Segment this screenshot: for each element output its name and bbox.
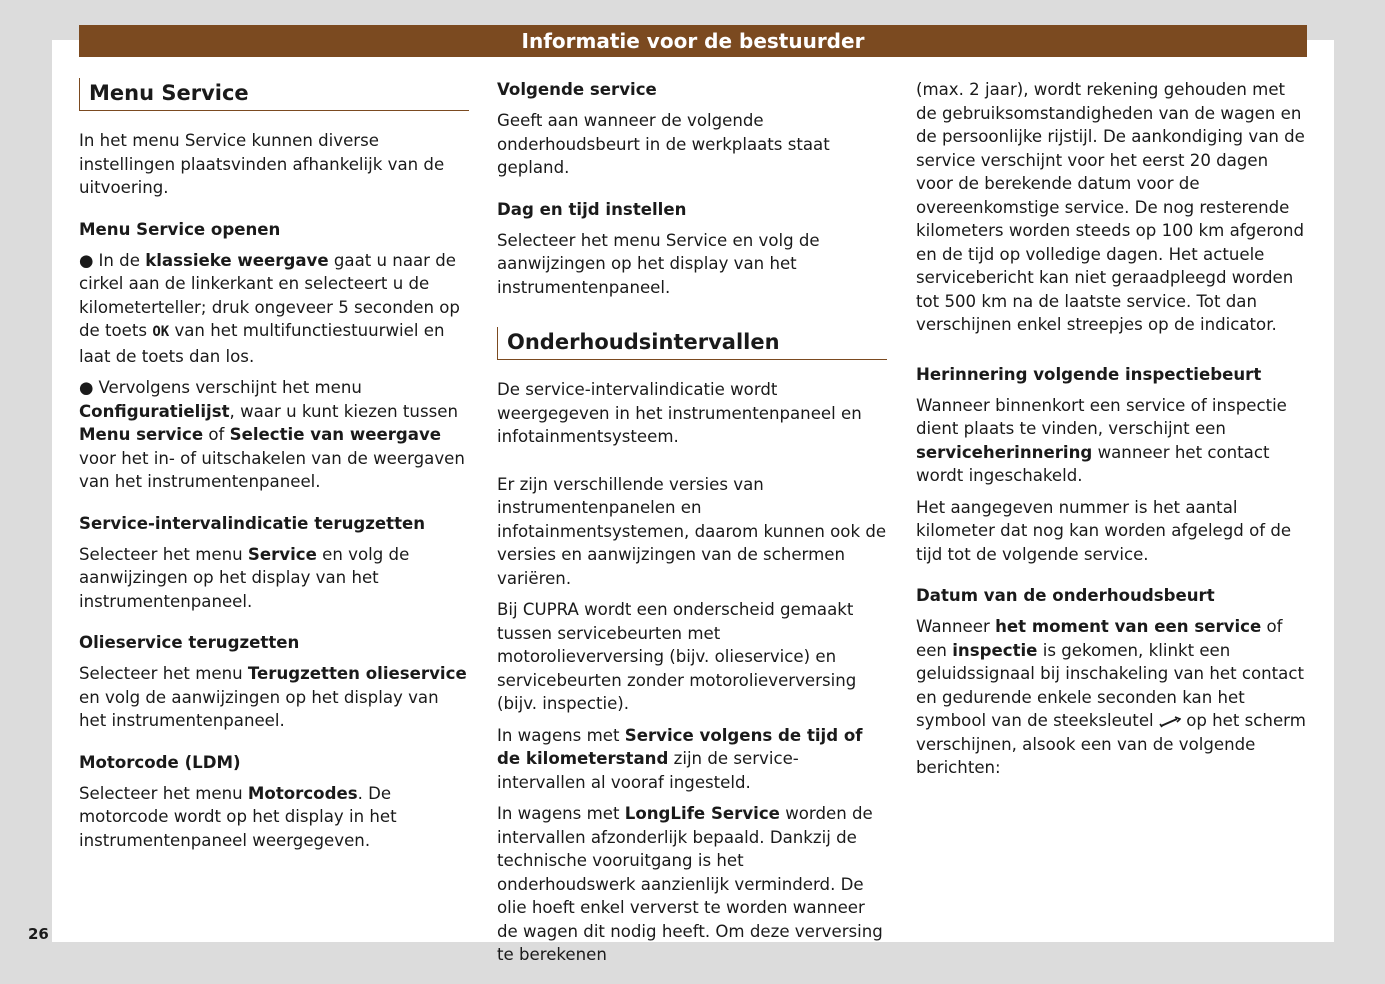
wrench-icon	[1159, 716, 1181, 728]
bullet-item-2: ● Vervolgens verschijnt het menu Configuratielijst, waar u kunt kiezen tussen Menu service of Selectie van weergave voor het in- of uitschakelen van de weergaven van het instrumentenpaneel.	[79, 378, 465, 491]
heading-service-date: Datum van de onderhoudsbeurt	[916, 586, 1215, 605]
column-3	[916, 78, 1306, 788]
paragraph-interval-2: Er zijn verschillende versies van instrumentenpanelen en infotainmentsystemen, daarom kunnen ook de versies en aanwijzingen van de schermen variëren.	[497, 474, 887, 588]
ok-key-icon: OK	[152, 324, 170, 340]
heading-inspection-reminder: Herinnering volgende inspectiebeurt	[916, 364, 1262, 384]
heading-next-service: Volgende service	[497, 80, 657, 99]
paragraph-service-date: Wanneer het moment van een service of een inspectie is gekomen, klinkt een geluidssignaal bij inschakeling van het contact en gedurende enkele seconden kan het symbool van de steeksleutel op het scherm verschijnen, alsook een van de volgende berichten:	[916, 617, 1306, 777]
paragraph-next-service: Geeft aan wanneer de volgende onderhoudsbeurt in de werkplaats staat gepland.	[497, 111, 830, 177]
paragraph-interval-1: De service-intervalindicatie wordt weergegeven in het instrumentenpaneel en infotainmentsysteem.	[497, 380, 862, 446]
paragraph-interval-5: In wagens met LongLife Service worden de intervallen afzonderlijk bepaald. Dankzij de technische vooruitgang is het onderhoudswerk aanzienlijk verminderd. De olie hoeft enkel ververst te worden wanneer de wagen dit nodig heeft. Om deze verversing te berekenen	[497, 804, 883, 964]
heading-motorcode: Motorcode (LDM)	[79, 752, 241, 772]
paragraph-reset-interval: Selecteer het menu Service en volg de aanwijzingen op het display van het instrumentenpaneel.	[79, 544, 410, 611]
column-1	[79, 78, 469, 860]
heading-reset-interval: Service-intervalindicatie terugzetten	[79, 513, 426, 533]
paragraph-date-time: Selecteer het menu Service en volg de aanwijzingen op het display van het instrumentenpaneel.	[497, 230, 820, 297]
bullet-dot-icon: ●	[79, 250, 94, 270]
heading-date-time: Dag en tijd instellen	[497, 199, 687, 219]
column-2	[497, 78, 887, 975]
paragraph-motorcode: Selecteer het menu Motorcodes. De motorcode wordt op het display in het instrumentenpaneel weergegeven.	[79, 783, 397, 850]
heading-menu-service-openen: Menu Service openen	[79, 219, 281, 239]
paragraph-interval-3: Bij CUPRA wordt een onderscheid gemaakt tussen servicebeurten met motorolieverversing (bijv. olieservice) en servicebeurten zonder motorolieverversing (bijv. inspectie).	[497, 600, 857, 713]
heading-onderhoudsintervallen: Onderhoudsintervallen	[497, 327, 887, 360]
bullet-dot-icon: ●	[79, 378, 94, 397]
paragraph-interval-4: In wagens met Service volgens de tijd of de kilometerstand zijn de service-intervallen al vooraf ingesteld.	[497, 725, 863, 792]
bullet-item-1: ● In de klassieke weergave gaat u naar de cirkel aan de linkerkant en selecteert u de kilometerteller; druk ongeveer 5 seconden op de toets OK van het multifunctiestuurwiel en laat de toets dan los.	[79, 250, 460, 366]
paragraph-reminder: Wanneer binnenkort een service of inspectie dient plaats te vinden, verschijnt een serviceherinnering wanneer het contact wordt ingeschakeld.	[916, 395, 1287, 485]
paragraph-number: Het aangegeven nummer is het aantal kilometer dat nog kan worden afgelegd of de tijd tot de volgende service.	[916, 497, 1292, 564]
paragraph-intro: In het menu Service kunnen diverse instellingen plaatsvinden afhankelijk van de uitvoering.	[79, 131, 445, 197]
paragraph-continued: (max. 2 jaar), wordt rekening gehouden met de gebruiksomstandigheden van de wagen en de persoonlijke rijstijl. De aankondiging van de service verschijnt voor het eerst 20 dagen voor de berekende datum voor de overeenkomstige service. De nog resterende kilometers worden steeds op 100 km afgerond en de tijd op volledige dagen. Het actuele servicebericht kan niet geraadpleegd worden tot 500 km na de laatste service. Tot dan verschijnen enkel streepjes op de indicator.	[916, 80, 1305, 334]
section-header: Informatie voor de bestuurder	[79, 25, 1307, 57]
paragraph-oil-service: Selecteer het menu Terugzetten olieservice en volg de aanwijzingen op het display van het instrumentenpaneel.	[79, 664, 467, 730]
page-number: 26	[28, 925, 49, 943]
heading-menu-service: Menu Service	[79, 78, 469, 111]
heading-oil-service: Olieservice terugzetten	[79, 633, 300, 652]
